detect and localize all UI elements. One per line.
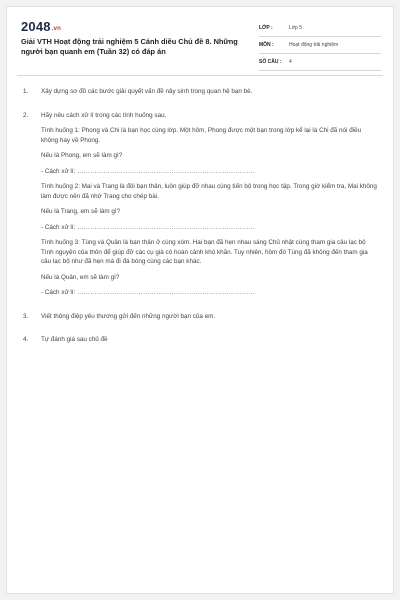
situation-3-text: Tình huống 3: Tùng và Quân là bạn thân ở cùng xóm. Hai bạn đã hẹn nhau sáng Chủ nhật cùng tham gia câu lạc bộ Tình nguyện của thôn để giúp đỡ các cụ già có hoàn cảnh khó khăn. Tuy nhiên, hôm đó Tùng đã không đến tham gia câu lạc bộ như đã hẹn mà đi đá bóng cùng các bạn khác.: [41, 239, 368, 265]
situation-2-question: Nếu là Trang, em sẽ làm gì?: [41, 208, 121, 215]
question-number: 4.: [23, 336, 29, 343]
logo-text: 2048: [21, 19, 51, 34]
meta-key: MÔN :: [259, 42, 274, 48]
answer-label: - Cách xử lí:: [41, 289, 76, 296]
situation-3-answer-line[interactable]: [41, 288, 379, 298]
meta-key: LỚP :: [259, 25, 273, 31]
question-number: 3.: [23, 312, 29, 320]
answer-label: - Cách xử lí:: [41, 223, 76, 231]
meta-value: 4: [289, 59, 292, 65]
situation-1-answer-line[interactable]: [41, 167, 379, 177]
answer-dots: ………………………………………………………………………: [77, 289, 256, 296]
situation-2-answer-line[interactable]: [41, 223, 379, 233]
logo-suffix: .vn: [51, 26, 62, 32]
question-1: [23, 87, 379, 97]
answer-dots: ………………………………………………………………………: [77, 223, 256, 231]
question-number: 1.: [23, 88, 29, 95]
question-list: [23, 87, 379, 359]
question-3: [23, 312, 379, 322]
site-logo[interactable]: [21, 19, 61, 34]
situation-2-text: Tình huống 2: Mai và Trang là đôi bạn thân, luôn giúp đỡ nhau cùng tiến bộ trong học tập. Trong giờ kiểm tra, Mai không làm được nên đã nhờ Trang cho chép bài.: [41, 183, 377, 200]
document-header: [21, 19, 381, 71]
question-4: [23, 335, 379, 345]
situation-1-question: Nếu là Phong, em sẽ làm gì?: [41, 152, 123, 159]
question-2: [23, 111, 379, 298]
question-text: Viết thông điệp yêu thương gửi đến những người bạn của em.: [41, 312, 216, 320]
document-title: Giải VTH Hoạt động trải nghiệm 5 Cánh diều Chủ đề 8. Những người bạn quanh em (Tuần 32) có đáp án: [21, 37, 238, 56]
situation-1-text: Tình huống 1: Phong và Chi là bạn học cùng lớp. Một hôm, Phong được một bạn trong lớp kể lại là Chi đã nói điều không hay về Phong.: [41, 127, 362, 144]
meta-value: Lớp 5: [289, 25, 303, 31]
situation-3-question: Nếu là Quân, em sẽ làm gì?: [41, 273, 120, 281]
question-number: 2.: [23, 111, 29, 119]
meta-row-subject: [259, 40, 381, 54]
document-sheet: [6, 6, 394, 594]
meta-key: SỐ CÂU :: [259, 59, 282, 65]
header-divider: [17, 75, 383, 76]
meta-row-question-count: [259, 57, 381, 71]
meta-value: Hoạt động trải nghiệm: [289, 42, 339, 48]
meta-table: [259, 23, 381, 74]
answer-dots: ………………………………………………………………………: [77, 167, 256, 175]
question-text: Xây dựng sơ đồ các bước giải quyết vấn đề nảy sinh trong quan hệ bạn bè.: [41, 88, 253, 95]
question-text: Tự đánh giá sau chủ đề: [41, 336, 108, 343]
question-text: Hãy nêu cách xử lí trong các tình huống sau.: [41, 111, 167, 119]
answer-label: - Cách xử lí:: [41, 167, 76, 175]
meta-row-class: [259, 23, 381, 37]
